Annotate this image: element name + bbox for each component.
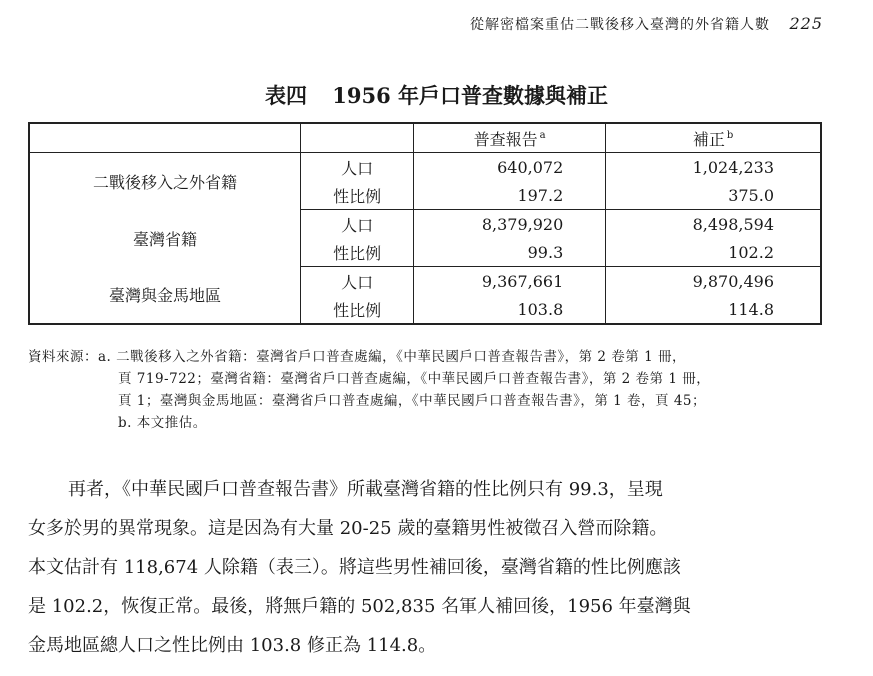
body-line: 再者，《中華民國戶口普查報告書》所載臺灣省籍的性比例只有 99.3，呈現 bbox=[68, 479, 663, 500]
census-value: 197.2 bbox=[414, 181, 606, 210]
census-table bbox=[28, 122, 822, 325]
source-notes bbox=[28, 346, 828, 434]
header-blank-cell bbox=[301, 123, 414, 153]
table-title: 1956 年戶口普查數據與補正 bbox=[332, 83, 609, 108]
body-line: 金馬地區總人口之性比例由 103.8 修正為 114.8。 bbox=[28, 635, 437, 656]
census-value: 9,367,661 bbox=[414, 267, 606, 296]
source-note-line: 資料來源：a. 二戰後移入之外省籍：臺灣省戶口普查處編，《中華民國戶口普查報告書》，第 2 卷第 1 冊， bbox=[28, 349, 686, 365]
column-label: 普查報告 bbox=[473, 129, 538, 149]
source-note-line: b. 本文推估。 bbox=[118, 415, 207, 431]
body-line: 本文估計有 118,674 人除籍（表三）。將這些男性補回後，臺灣省籍的性比例應該 bbox=[28, 557, 681, 578]
column-label: 補正 bbox=[692, 129, 725, 149]
census-value: 103.8 bbox=[414, 295, 606, 324]
metric-label: 人口 bbox=[301, 210, 414, 239]
running-header-title: 從解密檔案重估二戰後移入臺灣的外省籍人數 bbox=[470, 17, 770, 33]
source-note-line: 頁 719-722；臺灣省籍：臺灣省戶口普查處編，《中華民國戶口普查報告書》，第 2 卷第 1 冊， bbox=[118, 371, 711, 387]
metric-label: 人口 bbox=[301, 153, 414, 182]
table-number: 表四 bbox=[264, 83, 307, 108]
corrected-value: 8,498,594 bbox=[692, 214, 774, 234]
table-row bbox=[29, 153, 821, 182]
footnote-marker: a bbox=[539, 130, 546, 142]
corrected-value: 114.8 bbox=[728, 299, 774, 319]
table-header-row bbox=[29, 123, 821, 153]
metric-label: 人口 bbox=[301, 267, 414, 296]
group-label: 二戰後移入之外省籍 bbox=[29, 153, 301, 210]
group-label: 臺灣省籍 bbox=[29, 210, 301, 267]
census-value: 99.3 bbox=[414, 238, 606, 267]
group-label: 臺灣與金馬地區 bbox=[29, 267, 301, 325]
corrected-value: 375.0 bbox=[606, 181, 821, 210]
page-number: 225 bbox=[789, 14, 823, 33]
corrected-value: 102.2 bbox=[606, 238, 821, 267]
body-line: 女多於男的異常現象。這是因為有大量 20-25 歲的臺籍男性被徵召入營而除籍。 bbox=[28, 518, 668, 539]
running-header bbox=[470, 14, 823, 34]
metric-label: 性比例 bbox=[301, 181, 414, 210]
table-row bbox=[29, 267, 821, 296]
column-header-census bbox=[414, 123, 606, 153]
table-row bbox=[29, 210, 821, 239]
corrected-value: 9,870,496 bbox=[692, 271, 774, 291]
census-value: 8,379,920 bbox=[414, 210, 606, 239]
source-note-line: 頁 1；臺灣與金馬地區：臺灣省戶口普查處編，《中華民國戶口普查報告書》，第 1 卷，頁 45； bbox=[118, 393, 707, 409]
body-line: 是 102.2，恢復正常。最後，將無戶籍的 502,835 名軍人補回後，1956 年臺灣與 bbox=[28, 596, 691, 617]
table-caption bbox=[0, 80, 873, 110]
census-value: 640,072 bbox=[414, 153, 606, 182]
body-paragraph bbox=[28, 470, 828, 665]
column-header-corrected bbox=[606, 123, 821, 153]
footnote-marker: b bbox=[726, 130, 734, 142]
header-blank-cell bbox=[29, 123, 301, 153]
metric-label: 性比例 bbox=[301, 238, 414, 267]
corrected-value: 1,024,233 bbox=[692, 157, 774, 177]
metric-label: 性比例 bbox=[301, 295, 414, 324]
